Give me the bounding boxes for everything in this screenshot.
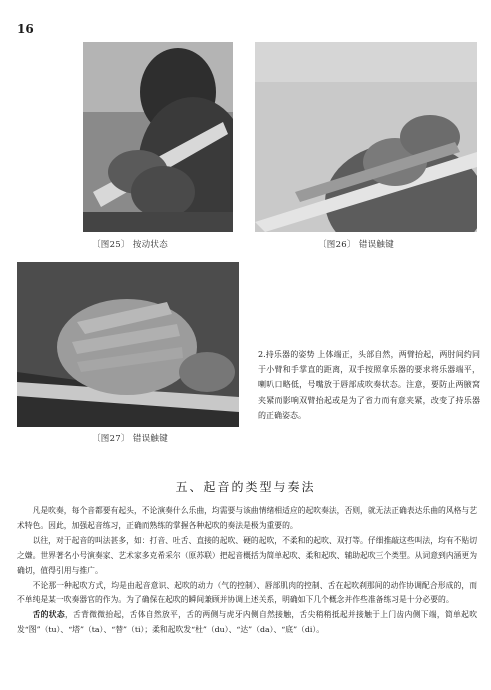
figure-25-caption: 〔图25〕 按动状态 (92, 240, 169, 250)
body-text (17, 504, 477, 638)
page-number: 16 (17, 22, 34, 36)
figure-26-photo (255, 42, 477, 232)
paragraph-body: ，舌背微微抬起，舌体自然放平，舌的两侧与虎牙内侧自然接触，舌尖稍稍抵起并接触于上门齿内侧下端，简单起吹发“图”（tu）、“塔”（ta）、“替”（ti）；柔和起吹发“杜”（du）、“达”（da）、“底”（di）。 (17, 610, 477, 635)
section-title: 五、起音的类型与奏法 (175, 480, 316, 494)
figure-27-photo (17, 262, 239, 427)
paragraph: 以往，对于起音的叫法甚多，如：打音、吐舌、直接的起吹、硬的起吹，不柔和的起吹、双打等。仔细推敲这些叫法，均有不贴切之嫌。世界著名小号演奏家、艺术家多克希采尔（原苏联）把起音概括为简单起吹、柔和起吹、辅助起吹三个类型。从词意到内涵更为确切，值得引用与推广。 (17, 535, 478, 575)
paragraph-lead: 舌的状态 (32, 610, 65, 620)
figure-26-caption: 〔图26〕 错误触键 (318, 240, 395, 250)
paragraph-tongue (17, 608, 477, 638)
figure-27-caption: 〔图27〕 错误触键 (92, 434, 169, 444)
posture-text: 2.持乐器的姿势 上体端正，头部自然，两臂抬起，两肘间约同于小臂和手掌直的距离，双手按照拿乐器的要求将乐器端平，喇叭口略低，号嘴放于唇部成吹奏状态。注意，要防止两腋窝夹紧而影响双臂抬起或是为了省力而有意夹紧，改变了持乐器的正确姿态。 (258, 350, 480, 420)
figure-25-photo (83, 42, 233, 232)
paragraph: 凡是吹奏，每个音都要有起头，不论演奏什么乐曲，均需要与该曲情绪相适应的起吹奏法，否则，就无法正确表达乐曲的风格与艺术特色。因此，加强起音练习，正确而熟练的掌握各种起吹的奏法是极为重要的。 (17, 506, 478, 530)
paragraph: 不论那一种起吹方式，均是由起音意识、起吹的动力（气的控制）、唇部肌肉的控制、舌在起吹刹那间的动作协调配合形成的，而不单纯是某一吹奏器官的作为。为了确保在起吹的瞬间兼顾并协调上述关系，明确如下几个概念并作些准备练习是十分必要的。 (17, 580, 477, 605)
